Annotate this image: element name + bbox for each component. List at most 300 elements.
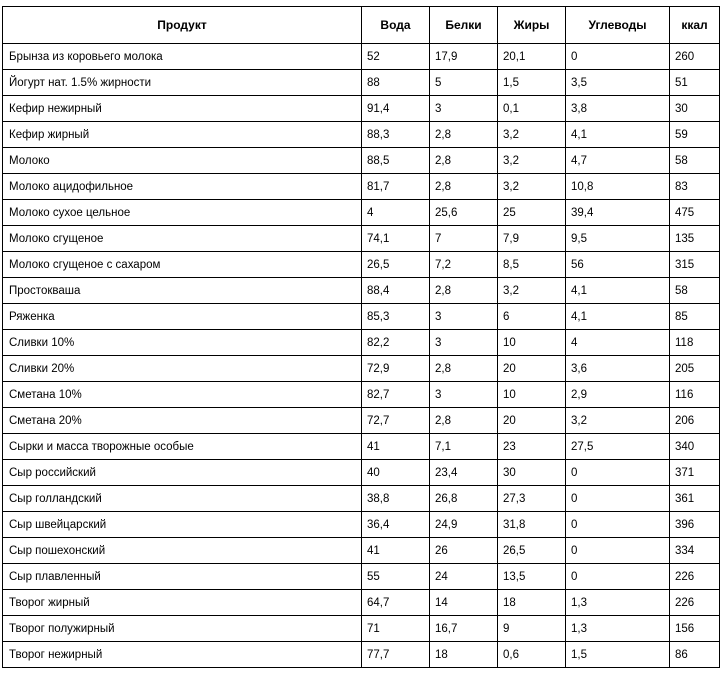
cell-protein-value — [430, 616, 498, 642]
cell-fat-value — [498, 382, 566, 408]
cell-product-name — [3, 564, 362, 590]
cell-product-name — [3, 382, 362, 408]
cell-protein-value — [430, 382, 498, 408]
cell-product-name — [3, 512, 362, 538]
cell-carbs-value — [566, 512, 670, 538]
fat-value: 10 — [503, 388, 516, 401]
cell-protein-value — [430, 304, 498, 330]
table-row — [3, 408, 720, 434]
kcal-value: 205 — [675, 362, 695, 375]
table-row — [3, 122, 720, 148]
table-row — [3, 330, 720, 356]
product-name: Брынза из коровьего молока — [9, 50, 163, 63]
product-name: Сливки 10% — [9, 336, 75, 349]
carbs-value: 39,4 — [571, 206, 594, 219]
kcal-value: 334 — [675, 544, 695, 557]
cell-product-name — [3, 408, 362, 434]
kcal-value: 226 — [675, 596, 695, 609]
carbs-value: 3,5 — [571, 76, 587, 89]
column-header-kcal: ккал — [670, 7, 720, 44]
table-row — [3, 44, 720, 70]
product-name: Сырки и масса творожные особые — [9, 440, 194, 453]
cell-kcal-value — [670, 642, 720, 668]
cell-fat-value — [498, 44, 566, 70]
product-name: Сметана 20% — [9, 414, 82, 427]
cell-protein-value — [430, 252, 498, 278]
cell-protein-value — [430, 174, 498, 200]
cell-kcal-value — [670, 122, 720, 148]
cell-carbs-value — [566, 538, 670, 564]
cell-fat-value — [498, 616, 566, 642]
fat-value: 26,5 — [503, 544, 526, 557]
product-name: Йогурт нат. 1.5% жирности — [9, 76, 152, 89]
cell-protein-value — [430, 590, 498, 616]
cell-water-value — [362, 538, 430, 564]
cell-water-value — [362, 382, 430, 408]
cell-fat-value — [498, 590, 566, 616]
cell-product-name — [3, 226, 362, 252]
kcal-value: 86 — [675, 648, 688, 661]
water-value: 64,7 — [367, 596, 390, 609]
carbs-value: 1,5 — [571, 648, 587, 661]
cell-kcal-value — [670, 590, 720, 616]
carbs-value: 1,3 — [571, 622, 587, 635]
fat-value: 10 — [503, 336, 516, 349]
product-name: Молоко ацидофильное — [9, 180, 134, 193]
cell-water-value — [362, 122, 430, 148]
product-name: Ряженка — [9, 310, 55, 323]
cell-carbs-value — [566, 356, 670, 382]
water-value: 91,4 — [367, 102, 390, 115]
cell-product-name — [3, 486, 362, 512]
table-row — [3, 564, 720, 590]
carbs-value: 27,5 — [571, 440, 594, 453]
water-value: 40 — [367, 466, 380, 479]
cell-fat-value — [498, 226, 566, 252]
water-value: 72,7 — [367, 414, 390, 427]
carbs-value: 4,1 — [571, 284, 587, 297]
cell-product-name — [3, 616, 362, 642]
cell-product-name — [3, 200, 362, 226]
cell-protein-value — [430, 486, 498, 512]
cell-fat-value — [498, 460, 566, 486]
fat-value: 3,2 — [503, 180, 519, 193]
water-value: 85,3 — [367, 310, 390, 323]
fat-value: 20 — [503, 414, 516, 427]
cell-kcal-value — [670, 382, 720, 408]
kcal-value: 30 — [675, 102, 688, 115]
water-value: 41 — [367, 440, 380, 453]
cell-kcal-value — [670, 616, 720, 642]
cell-fat-value — [498, 486, 566, 512]
cell-carbs-value — [566, 564, 670, 590]
cell-fat-value — [498, 434, 566, 460]
column-header-product: Продукт — [3, 7, 362, 44]
cell-water-value — [362, 278, 430, 304]
cell-water-value — [362, 642, 430, 668]
cell-protein-value — [430, 408, 498, 434]
fat-value: 31,8 — [503, 518, 526, 531]
cell-carbs-value — [566, 382, 670, 408]
cell-product-name — [3, 434, 362, 460]
cell-fat-value — [498, 356, 566, 382]
cell-protein-value — [430, 44, 498, 70]
kcal-value: 83 — [675, 180, 688, 193]
protein-value: 3 — [435, 310, 442, 323]
protein-value: 7,1 — [435, 440, 451, 453]
product-name: Сыр швейцарский — [9, 518, 107, 531]
table-row — [3, 486, 720, 512]
cell-protein-value — [430, 512, 498, 538]
protein-value: 2,8 — [435, 154, 451, 167]
column-header-water: Вода — [362, 7, 430, 44]
carbs-value: 3,6 — [571, 362, 587, 375]
cell-product-name — [3, 174, 362, 200]
cell-fat-value — [498, 278, 566, 304]
cell-kcal-value — [670, 304, 720, 330]
water-value: 88,4 — [367, 284, 390, 297]
cell-kcal-value — [670, 356, 720, 382]
cell-carbs-value — [566, 408, 670, 434]
product-name: Молоко сухое цельное — [9, 206, 131, 219]
cell-protein-value — [430, 96, 498, 122]
kcal-value: 156 — [675, 622, 695, 635]
table-header — [3, 7, 720, 44]
protein-value: 17,9 — [435, 50, 458, 63]
kcal-value: 58 — [675, 154, 688, 167]
cell-water-value — [362, 174, 430, 200]
kcal-value: 260 — [675, 50, 695, 63]
product-name: Сыр российский — [9, 466, 96, 479]
cell-fat-value — [498, 200, 566, 226]
kcal-value: 206 — [675, 414, 695, 427]
cell-carbs-value — [566, 226, 670, 252]
cell-fat-value — [498, 252, 566, 278]
cell-kcal-value — [670, 486, 720, 512]
water-value: 26,5 — [367, 258, 390, 271]
water-value: 38,8 — [367, 492, 390, 505]
product-name: Сыр пошехонский — [9, 544, 106, 557]
product-name: Кефир нежирный — [9, 102, 102, 115]
fat-value: 3,2 — [503, 284, 519, 297]
cell-fat-value — [498, 408, 566, 434]
cell-water-value — [362, 590, 430, 616]
product-name: Простокваша — [9, 284, 81, 297]
table-row — [3, 356, 720, 382]
kcal-value: 59 — [675, 128, 688, 141]
fat-value: 8,5 — [503, 258, 519, 271]
cell-fat-value — [498, 512, 566, 538]
cell-kcal-value — [670, 174, 720, 200]
protein-value: 18 — [435, 648, 448, 661]
cell-kcal-value — [670, 538, 720, 564]
cell-carbs-value — [566, 330, 670, 356]
column-header-carbs: Углеводы — [566, 7, 670, 44]
cell-water-value — [362, 330, 430, 356]
cell-protein-value — [430, 538, 498, 564]
cell-carbs-value — [566, 70, 670, 96]
water-value: 41 — [367, 544, 380, 557]
water-value: 82,2 — [367, 336, 390, 349]
cell-kcal-value — [670, 330, 720, 356]
cell-carbs-value — [566, 148, 670, 174]
cell-water-value — [362, 200, 430, 226]
carbs-value: 0 — [571, 544, 578, 557]
table-row — [3, 538, 720, 564]
cell-product-name — [3, 330, 362, 356]
cell-product-name — [3, 642, 362, 668]
cell-water-value — [362, 96, 430, 122]
cell-carbs-value — [566, 122, 670, 148]
cell-fat-value — [498, 122, 566, 148]
cell-carbs-value — [566, 590, 670, 616]
cell-protein-value — [430, 278, 498, 304]
cell-kcal-value — [670, 44, 720, 70]
water-value: 77,7 — [367, 648, 390, 661]
water-value: 55 — [367, 570, 380, 583]
cell-kcal-value — [670, 70, 720, 96]
cell-carbs-value — [566, 278, 670, 304]
cell-carbs-value — [566, 44, 670, 70]
carbs-value: 9,5 — [571, 232, 587, 245]
cell-water-value — [362, 252, 430, 278]
table-row — [3, 304, 720, 330]
fat-value: 20,1 — [503, 50, 526, 63]
cell-product-name — [3, 96, 362, 122]
fat-value: 30 — [503, 466, 516, 479]
cell-product-name — [3, 278, 362, 304]
kcal-value: 58 — [675, 284, 688, 297]
water-value: 88,3 — [367, 128, 390, 141]
table-row — [3, 512, 720, 538]
fat-value: 0,1 — [503, 102, 519, 115]
kcal-value: 135 — [675, 232, 695, 245]
cell-water-value — [362, 44, 430, 70]
cell-water-value — [362, 148, 430, 174]
cell-carbs-value — [566, 486, 670, 512]
table-header-row — [3, 7, 720, 44]
table-row — [3, 434, 720, 460]
fat-value: 20 — [503, 362, 516, 375]
fat-value: 3,2 — [503, 154, 519, 167]
cell-carbs-value — [566, 460, 670, 486]
protein-value: 24,9 — [435, 518, 458, 531]
carbs-value: 0 — [571, 466, 578, 479]
carbs-value: 3,2 — [571, 414, 587, 427]
cell-protein-value — [430, 564, 498, 590]
cell-carbs-value — [566, 200, 670, 226]
carbs-value: 4,7 — [571, 154, 587, 167]
table-row — [3, 278, 720, 304]
cell-kcal-value — [670, 512, 720, 538]
cell-product-name — [3, 148, 362, 174]
cell-carbs-value — [566, 616, 670, 642]
cell-water-value — [362, 408, 430, 434]
table-row — [3, 382, 720, 408]
cell-product-name — [3, 590, 362, 616]
fat-value: 9 — [503, 622, 510, 635]
protein-value: 3 — [435, 336, 442, 349]
cell-water-value — [362, 486, 430, 512]
water-value: 74,1 — [367, 232, 390, 245]
cell-kcal-value — [670, 200, 720, 226]
protein-value: 16,7 — [435, 622, 458, 635]
carbs-value: 1,3 — [571, 596, 587, 609]
column-header-fat: Жиры — [498, 7, 566, 44]
cell-water-value — [362, 434, 430, 460]
protein-value: 3 — [435, 102, 442, 115]
cell-kcal-value — [670, 408, 720, 434]
product-name: Молоко сгущеное — [9, 232, 104, 245]
kcal-value: 361 — [675, 492, 695, 505]
water-value: 88 — [367, 76, 380, 89]
protein-value: 26 — [435, 544, 448, 557]
cell-kcal-value — [670, 460, 720, 486]
protein-value: 3 — [435, 388, 442, 401]
table-row — [3, 200, 720, 226]
water-value: 36,4 — [367, 518, 390, 531]
fat-value: 25 — [503, 206, 516, 219]
kcal-value: 475 — [675, 206, 695, 219]
carbs-value: 0 — [571, 518, 578, 531]
protein-value: 7,2 — [435, 258, 451, 271]
protein-value: 14 — [435, 596, 448, 609]
cell-water-value — [362, 512, 430, 538]
water-value: 4 — [367, 206, 374, 219]
water-value: 52 — [367, 50, 380, 63]
cell-water-value — [362, 564, 430, 590]
kcal-value: 315 — [675, 258, 695, 271]
cell-protein-value — [430, 200, 498, 226]
fat-value: 0,6 — [503, 648, 519, 661]
fat-value: 1,5 — [503, 76, 519, 89]
water-value: 82,7 — [367, 388, 390, 401]
cell-kcal-value — [670, 252, 720, 278]
fat-value: 27,3 — [503, 492, 526, 505]
cell-fat-value — [498, 96, 566, 122]
cell-kcal-value — [670, 564, 720, 590]
protein-value: 2,8 — [435, 284, 451, 297]
carbs-value: 4 — [571, 336, 578, 349]
product-name: Сливки 20% — [9, 362, 75, 375]
table-row — [3, 96, 720, 122]
nutrition-table — [2, 6, 720, 668]
product-name: Сыр голландский — [9, 492, 102, 505]
fat-value: 13,5 — [503, 570, 526, 583]
table-row — [3, 252, 720, 278]
protein-value: 2,8 — [435, 414, 451, 427]
cell-carbs-value — [566, 642, 670, 668]
protein-value: 23,4 — [435, 466, 458, 479]
protein-value: 2,8 — [435, 362, 451, 375]
fat-value: 23 — [503, 440, 516, 453]
cell-product-name — [3, 70, 362, 96]
protein-value: 2,8 — [435, 180, 451, 193]
cell-kcal-value — [670, 96, 720, 122]
table-row — [3, 226, 720, 252]
water-value: 88,5 — [367, 154, 390, 167]
kcal-value: 340 — [675, 440, 695, 453]
cell-product-name — [3, 44, 362, 70]
cell-carbs-value — [566, 434, 670, 460]
table-row — [3, 460, 720, 486]
cell-protein-value — [430, 434, 498, 460]
water-value: 72,9 — [367, 362, 390, 375]
cell-water-value — [362, 460, 430, 486]
cell-protein-value — [430, 226, 498, 252]
product-name: Молоко — [9, 154, 50, 167]
cell-water-value — [362, 70, 430, 96]
cell-product-name — [3, 460, 362, 486]
cell-fat-value — [498, 538, 566, 564]
cell-carbs-value — [566, 304, 670, 330]
cell-carbs-value — [566, 174, 670, 200]
kcal-value: 85 — [675, 310, 688, 323]
fat-value: 6 — [503, 310, 510, 323]
protein-value: 2,8 — [435, 128, 451, 141]
table-row — [3, 70, 720, 96]
carbs-value: 10,8 — [571, 180, 594, 193]
fat-value: 18 — [503, 596, 516, 609]
kcal-value: 116 — [675, 388, 694, 401]
water-value: 71 — [367, 622, 380, 635]
table-row — [3, 590, 720, 616]
product-name: Творог жирный — [9, 596, 90, 609]
cell-protein-value — [430, 122, 498, 148]
kcal-value: 226 — [675, 570, 695, 583]
carbs-value: 4,1 — [571, 128, 587, 141]
protein-value: 7 — [435, 232, 442, 245]
column-header-protein: Белки — [430, 7, 498, 44]
carbs-value: 2,9 — [571, 388, 587, 401]
product-name: Молоко сгущеное с сахаром — [9, 258, 161, 271]
cell-product-name — [3, 538, 362, 564]
fat-value: 3,2 — [503, 128, 519, 141]
cell-fat-value — [498, 304, 566, 330]
cell-water-value — [362, 616, 430, 642]
cell-protein-value — [430, 356, 498, 382]
table-body — [3, 44, 720, 668]
carbs-value: 0 — [571, 50, 578, 63]
cell-kcal-value — [670, 434, 720, 460]
cell-water-value — [362, 226, 430, 252]
cell-protein-value — [430, 642, 498, 668]
cell-product-name — [3, 304, 362, 330]
table-row — [3, 642, 720, 668]
cell-fat-value — [498, 70, 566, 96]
protein-value: 5 — [435, 76, 442, 89]
cell-protein-value — [430, 148, 498, 174]
product-name: Творог полужирный — [9, 622, 115, 635]
cell-kcal-value — [670, 278, 720, 304]
cell-carbs-value — [566, 96, 670, 122]
cell-product-name — [3, 356, 362, 382]
cell-fat-value — [498, 642, 566, 668]
product-name: Кефир жирный — [9, 128, 90, 141]
protein-value: 24 — [435, 570, 448, 583]
cell-water-value — [362, 356, 430, 382]
kcal-value: 396 — [675, 518, 695, 531]
water-value: 81,7 — [367, 180, 390, 193]
kcal-value: 51 — [675, 76, 688, 89]
product-name: Сыр плавленный — [9, 570, 101, 583]
carbs-value: 0 — [571, 570, 578, 583]
table-row — [3, 174, 720, 200]
cell-kcal-value — [670, 226, 720, 252]
carbs-value: 4,1 — [571, 310, 587, 323]
cell-fat-value — [498, 330, 566, 356]
cell-fat-value — [498, 174, 566, 200]
